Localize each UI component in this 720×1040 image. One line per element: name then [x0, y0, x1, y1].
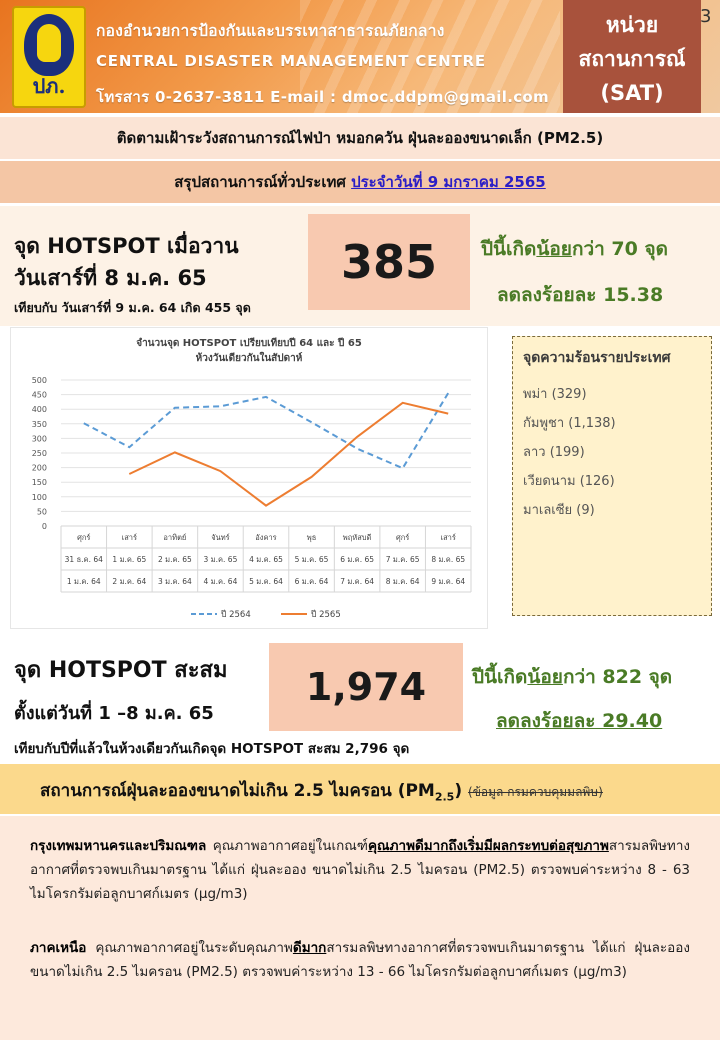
neighbor-hotspots-box — [512, 336, 712, 616]
yesterday-title-line2: วันเสาร์ที่ 8 ม.ค. 65 — [14, 266, 207, 290]
x-date-2564-label: 1 ม.ค. 64 — [66, 577, 101, 586]
x-date-2565-label: 7 ม.ค. 65 — [385, 555, 420, 564]
hand-emblem-icon — [24, 14, 74, 76]
series-line-2565 — [129, 403, 448, 506]
monitor-banner: ติดตามเฝ้าระวังสถานการณ์ไฟป่า หมอกควัน ฝุ่นละอองขนาดเล็ก (PM2.5) — [0, 117, 720, 159]
x-category-label: อังคาร — [255, 533, 277, 542]
bangkok-region: กรุงเทพมหานครและปริมณฑล — [30, 838, 207, 854]
x-date-2565-label: 8 ม.ค. 65 — [431, 555, 466, 564]
x-date-2564-label: 4 ม.ค. 64 — [203, 577, 238, 586]
y-tick-label: 150 — [31, 478, 47, 488]
yesterday-diff-word: น้อย — [536, 238, 572, 260]
legend-label: ปี 2564 — [221, 610, 251, 620]
series-line-2564 — [84, 393, 448, 468]
y-tick-label: 350 — [31, 419, 47, 429]
x-category-label: จันทร์ — [211, 533, 230, 542]
cumulative-title-line1: จุด HOTSPOT สะสม — [14, 658, 228, 683]
x-date-2565-label: 5 ม.ค. 65 — [294, 555, 329, 564]
pm25-title-sub: 2.5 — [434, 790, 455, 804]
yesterday-diff — [481, 234, 668, 264]
summary-date-link[interactable]: ประจำวันที่ 9 มกราคม 2565 — [351, 173, 546, 191]
summary-banner — [0, 161, 720, 203]
y-tick-label: 300 — [31, 434, 47, 444]
x-date-2565-label: 2 ม.ค. 65 — [157, 555, 192, 564]
y-tick-label: 500 — [31, 376, 47, 385]
pm25-title-close: ) — [454, 781, 463, 801]
yesterday-compare-note: เทียบกับ วันเสาร์ที่ 9 ม.ค. 64 เกิด 455 จุด — [14, 300, 251, 315]
x-date-2564-label: 7 ม.ค. 64 — [340, 577, 375, 586]
hotspot-comparison-chart — [10, 327, 488, 629]
cumulative-section — [0, 630, 720, 760]
yesterday-title-line1: จุด HOTSPOT เมื่อวาน — [14, 234, 239, 258]
x-category-label: อาทิตย์ — [163, 533, 187, 542]
x-category-label: ศุกร์ — [77, 533, 91, 542]
org-name-english: CENTRAL DISASTER MANAGEMENT CENTRE — [96, 52, 486, 70]
north-region: ภาคเหนือ — [30, 940, 87, 956]
list-item: มาเลเซีย (9) — [523, 503, 595, 518]
y-tick-label: 0 — [41, 522, 47, 531]
yesterday-section — [0, 206, 720, 326]
list-item: กัมพูชา (1,138) — [523, 416, 616, 431]
north-text-b: สารมลพิษทางอากาศที่ตรวจพบเกินมาตรฐาน ได้แก่ ฝุ่นละออง ขนาดไม่เกิน 2.5 ไมครอน (PM2.5) ตรวจพบค่าระหว่าง 13 - 66 ไมโครกรัมต่อลูกบาศก์เมตร (µg/m3) — [30, 940, 690, 980]
x-category-label: ศุกร์ — [395, 533, 410, 542]
x-date-2565-label: 3 ม.ค. 65 — [203, 555, 238, 564]
summary-prefix: สรุปสถานการณ์ทั่วประเทศ — [174, 173, 352, 191]
yesterday-count: 385 — [308, 214, 470, 310]
north-quality: ดีมาก — [292, 940, 327, 956]
pm25-title-main: สถานการณ์ฝุ่นละอองขนาดไม่เกิน 2.5 ไมครอน (PM — [40, 781, 435, 801]
y-tick-label: 100 — [31, 492, 47, 502]
org-name-thai: กองอำนวยการป้องกันและบรรเทาสาธารณภัยกลาง — [96, 22, 445, 40]
x-date-2564-label: 6 ม.ค. 64 — [294, 577, 329, 586]
yesterday-percent: ลดลงร้อยละ 15.38 — [497, 284, 664, 306]
north-paragraph — [30, 936, 690, 984]
bangkok-paragraph — [30, 834, 690, 906]
x-category-label: เสาร์ — [440, 533, 456, 542]
x-category-label: พฤหัสบดี — [342, 533, 372, 542]
cumulative-diff-word: น้อย — [527, 666, 563, 688]
pm25-banner — [0, 764, 720, 814]
y-tick-label: 50 — [36, 507, 47, 517]
cumulative-count: 1,974 — [269, 643, 463, 731]
sat-unit-box — [563, 0, 701, 113]
x-date-2564-label: 2 ม.ค. 64 — [112, 577, 147, 586]
cumulative-percent: ลดลงร้อยละ 29.40 — [496, 710, 663, 732]
chart-title: จำนวนจุด HOTSPOT เปรียบเทียบปี 64 และ ปี 65 — [136, 338, 362, 349]
neighbor-list — [523, 383, 616, 528]
y-tick-label: 400 — [31, 405, 47, 415]
sat-line-3: (SAT) — [600, 81, 664, 105]
yesterday-diff-suffix: กว่า 70 จุด — [571, 238, 668, 260]
cumulative-diff — [472, 662, 672, 692]
x-date-2564-label: 3 ม.ค. 64 — [157, 577, 192, 586]
cumulative-diff-suffix: กว่า 822 จุด — [562, 666, 673, 688]
sat-line-2: สถานการณ์ — [578, 47, 686, 71]
yesterday-diff-prefix: ปีนี้เกิด — [481, 238, 537, 260]
cumulative-compare-note: เทียบกับปีที่แล้วในห้วงเดียวกันเกิดจุด HOTSPOT สะสม 2,796 จุด — [14, 741, 410, 757]
header — [0, 0, 720, 113]
y-tick-label: 450 — [31, 390, 47, 400]
x-date-2565-label: 4 ม.ค. 65 — [249, 555, 283, 564]
pm25-content — [0, 816, 720, 1040]
north-text-a: คุณภาพอากาศอยู่ในระดับคุณภาพ — [86, 940, 293, 956]
legend-label: ปี 2565 — [311, 610, 341, 620]
pm25-title — [40, 777, 603, 804]
x-date-2564-label: 9 ม.ค. 64 — [431, 577, 466, 586]
y-tick-label: 200 — [31, 463, 47, 473]
x-date-2565-label: 1 ม.ค. 65 — [112, 555, 147, 564]
page-number: 3 — [700, 6, 712, 27]
x-category-label: พุธ — [306, 533, 317, 542]
neighbor-title: จุดความร้อนรายประเทศ — [523, 350, 671, 366]
x-date-2564-label: 8 ม.ค. 64 — [385, 577, 420, 586]
y-tick-label: 250 — [31, 449, 47, 458]
chart-svg — [11, 328, 489, 630]
bangkok-text-b: สารมลพิษทางอากาศที่ตรวจพบเกินมาตรฐาน ได้แก่ ฝุ่นละออง ขนาดไม่เกิน 2.5 ไมครอน (PM2.5) ตรวจพบค่าระหว่าง 8 - 63 ไมโครกรัมต่อลูกบาศก์เมตร (µg/m3) — [30, 838, 690, 902]
x-category-label: เสาร์ — [121, 533, 138, 542]
list-item: พม่า (329) — [523, 387, 587, 402]
bangkok-text-a: คุณภาพอากาศอยู่ในเกณฑ์ — [206, 838, 369, 854]
x-date-2564-label: 5 ม.ค. 64 — [249, 577, 283, 586]
pm25-source-note: (ข้อมูล กรมควบคุมมลพิษ) — [468, 785, 603, 799]
x-date-2565-label: 6 ม.ค. 65 — [340, 555, 375, 564]
cumulative-title-line2: ตั้งแต่วันที่ 1 –8 ม.ค. 65 — [14, 703, 214, 724]
ddpm-logo — [12, 6, 86, 108]
list-item: ลาว (199) — [523, 445, 585, 460]
contact-info: โทรสาร 0-2637-3811 E-mail : dmoc.ddpm@gmail.com — [96, 88, 549, 106]
sat-line-1: หน่วย — [605, 13, 659, 37]
x-date-2565-label: 31 ธ.ค. 64 — [64, 555, 103, 564]
bangkok-quality: คุณภาพดีมากถึงเริ่มมีผลกระทบต่อสุขภาพ — [368, 838, 609, 854]
list-item: เวียดนาม (126) — [523, 474, 615, 489]
logo-text: ปภ. — [32, 74, 66, 98]
cumulative-diff-prefix: ปีนี้เกิด — [472, 666, 528, 688]
chart-subtitle: ห้วงวันเดียวกันในสัปดาห์ — [195, 353, 303, 364]
